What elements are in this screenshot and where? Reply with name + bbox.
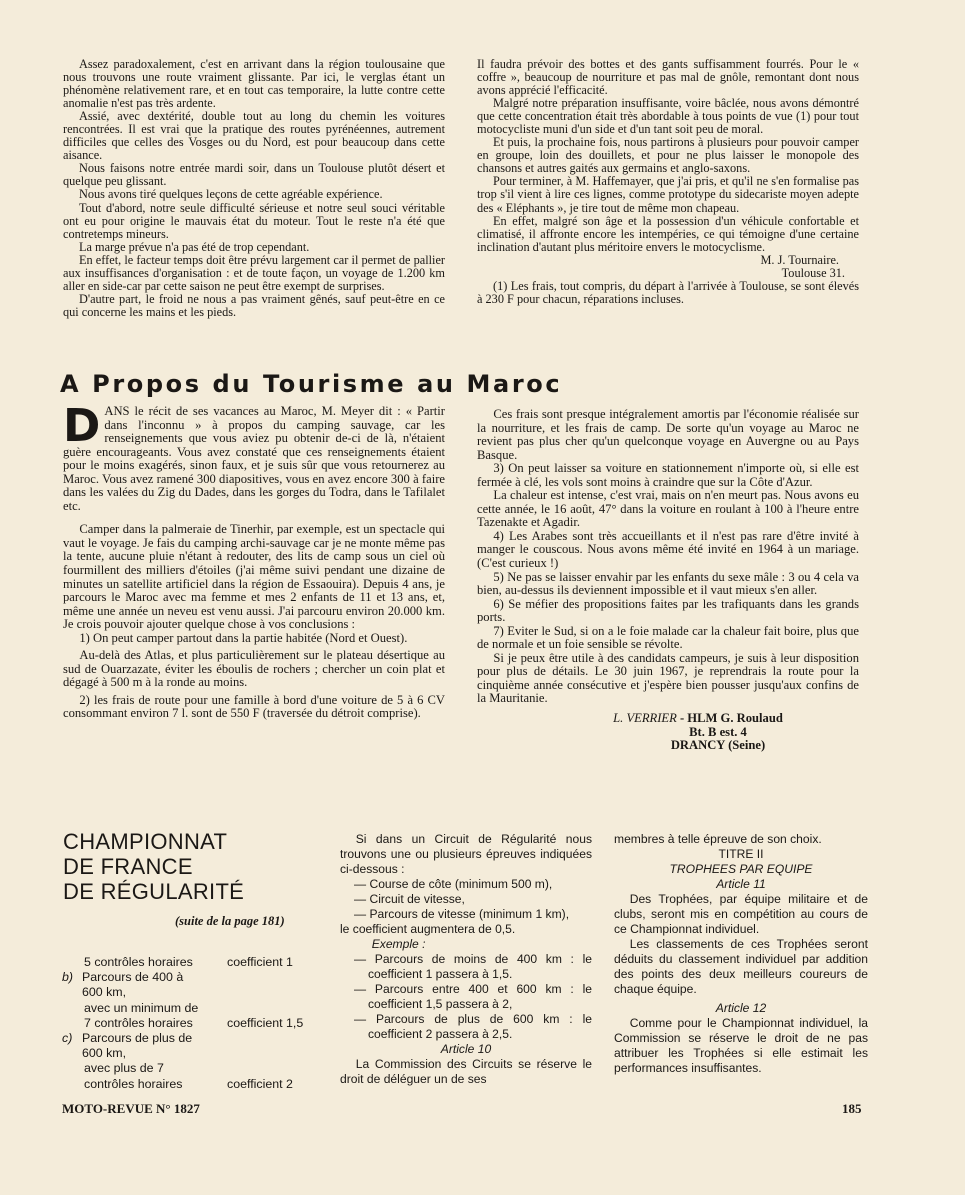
maroc-left-column [63, 399, 445, 721]
paragraph: En effet, le facteur temps doit être prévu largement car il permet de pallier aux insuffisances d'organisation : et de toute façon, un voyage de 1.200 km aller en side-car par cette saison ne peut être exempt de surprises. [63, 252, 445, 293]
paragraph: 4) Les Arabes sont très accueillants et il n'est pas rare d'être invité à manger le couscous. Nous avons même été invité en 1964 à un mariage. (C'est curieux !) [477, 528, 859, 571]
article-end-left-column [63, 58, 445, 319]
paragraph: Malgré notre préparation insuffisante, voire bâclée, nous avons démontré que cette concentration était très abordable à tous points de vue (1) pour tout motocycliste muni d'un side et d'un tant soit peu de moral. [477, 96, 859, 137]
paragraph: Nous faisons notre entrée mardi soir, dans un Toulouse plutôt désert et quelque peu glissant. [63, 161, 445, 189]
event-list [340, 877, 592, 922]
row-text: Parcours de plus de [82, 1030, 193, 1045]
table-row [62, 1077, 332, 1092]
row-coefficient: coefficient 1 [227, 955, 293, 969]
list-item: — Parcours de plus de 600 km : le coefficient 2 passera à 2,5. [354, 1012, 592, 1041]
paragraph: 7) Eviter le Sud, si on a le foie malade car la chaleur fait boire, plus que de normale et un foie sensible se révolte. [477, 623, 859, 652]
table-row [62, 1046, 332, 1061]
signature-name: M. J. Tournaire. [760, 252, 839, 267]
title-line: DE FRANCE [63, 854, 193, 879]
row-text: avec plus de 7 [84, 1061, 164, 1076]
article-heading: Article 11 [716, 877, 766, 891]
paragraph: Nous avons tiré quelques leçons de cette agréable expérience. [78, 187, 383, 202]
paragraph: le coefficient augmentera de 0,5. [340, 922, 516, 936]
paragraph: Des Trophées, par équipe militaire et de clubs, seront mis en compétition au cours de ce Championnat individuel. [614, 892, 868, 936]
paragraph: La chaleur est intense, c'est vrai, mais on n'en meurt pas. Nous avons eu cette année, le 16 août, 47° dans la voiture en roulant à 100 à l'heure entre Tazenakte et Agadir. [477, 488, 859, 530]
page-number: 185 [842, 1101, 862, 1116]
paragraph: En effet, malgré son âge et la possession d'un véhicule confortable et climatisé, il affronte encore les intempéries, ce qui témoigne d'une certaine inclination d'autant plus méritoire envers le motocyclisme. [477, 213, 859, 254]
paragraph: Il faudra prévoir des bottes et des gants suffisamment fourrés. Pour le « coffre », beaucoup de nourriture et pas mal de gnôle, remontant dont nous avons apprécié l'efficacité. [477, 57, 859, 98]
paragraph: 2) les frais de route pour une famille à bord d'une voiture de 5 à 6 CV consommant environ 7 l. sont de 550 F (traversée du détroit comprise). [63, 692, 445, 721]
paragraph: La marge prévue n'a pas été de trop cependant. [78, 239, 310, 254]
author-line [477, 712, 859, 726]
footnote: (1) Les frais, tout compris, du départ à l'arrivée à Toulouse, se sont élevés à 230 F pour chacun, réparations incluses. [477, 278, 859, 306]
first-paragraph-text: ANS le récit de ses vacances au Maroc, M. Meyer dit : « Partir dans l'inconnu » à propos du camping sauvage, car les renseignements que vous aviez pu obtenir de-ci de là, n'étaient guère encourageants. Vous avez constaté que ces renseignements étaient pour le moins exagérés, sinon faux, et je suis sûr que vous retournerez au Maroc. Vous avez ramené 300 diapositives, vous en avez encore 300 à faire dans les valées du Zig du Dades, dans les gorges du Todra, dans le Tafilalet etc. [63, 404, 445, 513]
row-coefficient: coefficient 2 [227, 1076, 293, 1091]
paragraph: Camper dans la palmeraie de Tinerhir, par exemple, est un spectacle qui vaut le voyage. Je fais du camping archi-sauvage car je ne monte même pas la tente, aucune pluie n'étant à redouter, des lits de camp sous un ciel où fourmillent des milliers d'étoiles (j'ai même suivi pendant une dizaine de minutes un satellite artificiel dans la région de Essaouira). Depuis 4 ans, je parcours le Maroc avec ma femme et mes 2 enfants de 11 et 13 ans, et, même une année un neveu est venu aussi. J'ai parcouru environ 20.000 km. Je crois pouvoir ajouter quelque chose à vos conclusions : [63, 522, 445, 632]
paragraph: Assié, avec dextérité, double tout au long du chemin les voitures rencontrées. Il est vrai que la pratique des routes pyrénéennes, autrement difficiles que celles des Vosges ou du Nord, est pour beaucoup dans cette aisance. [63, 109, 445, 163]
row-text: 5 contrôles horaires [84, 955, 193, 969]
article-heading: Article 10 [440, 1042, 492, 1056]
paragraph: Si dans un Circuit de Régularité nous trouvons une ou plusieurs épreuves indiquées ci-dessous : [340, 832, 592, 876]
article-headline: A Propos du Tourisme au Maroc [60, 370, 563, 398]
paragraph: Comme pour le Championnat individuel, la Commission se réserve le droit de ne pas attribuer les Trophées si elle estimait les performances insuffisantes. [614, 1016, 868, 1075]
championnat-right-column [614, 832, 868, 1076]
row-coefficient: coefficient 1,5 [227, 1015, 304, 1030]
paragraph: 6) Se méfier des propositions faites par les trafiquants dans les grands ports. [477, 596, 859, 625]
continued-note: (suite de la page 181) [175, 914, 285, 928]
paragraph: Si je peux être utile à des candidats campeurs, je suis à leur disposition pour plus de détails. Le 30 juin 1967, je reprendrais la route pour la cinquième année consécutive et j'espère bien pousser jusqu'aux confins de la Mauritanie. [477, 650, 859, 706]
author-address-building: Bt. B est. 4 [689, 724, 747, 739]
paragraph: Les classements de ces Trophées seront déduits du classement individuel par addition des points des deux meilleurs coureurs de chaque équipe. [614, 937, 868, 996]
row-label: b) [62, 970, 74, 985]
author-address: - HLM G. Roulaud [676, 711, 783, 726]
first-paragraph [63, 399, 445, 513]
table-row [62, 970, 332, 985]
coefficient-table [62, 955, 332, 1092]
example-list [340, 952, 592, 1042]
table-row [62, 1031, 332, 1046]
championnat-middle-column [340, 832, 592, 1087]
article-heading: Article 12 [715, 1001, 767, 1015]
championnat-title [63, 829, 244, 904]
paragraph: 5) Ne pas se laisser envahir par les enfants du sexe mâle : 3 ou 4 cela va bien, au-dessus ils deviennent impossible et il vaut mieux s'en aller. [477, 569, 859, 598]
article-end-right-column [477, 58, 859, 306]
paragraph: D'autre part, le froid ne nous a pas vraiment gênés, sauf peut-être en ce qui concerne les mains et les pieds. [63, 291, 445, 319]
row-text: contrôles horaires [84, 1076, 183, 1091]
paragraph: Au-delà des Atlas, et plus particulièrement sur le plateau désertique au sud de Ouarzazate, éviter les éboulis de rochers ; chercher un coin plat et dégagé à 500 m à la ronde au moins. [63, 648, 445, 690]
drop-cap: D [63, 399, 101, 452]
table-row [62, 985, 332, 1000]
list-item: — Parcours de moins de 400 km : le coefficient 1 passera à 1,5. [354, 952, 592, 981]
author-name: L. VERRIER [613, 711, 677, 726]
maroc-right-column [477, 408, 859, 753]
paragraph: La Commission des Circuits se réserve le droit de déléguer un de ses [340, 1057, 592, 1086]
title-line: CHAMPIONNAT [63, 829, 228, 854]
row-text: 600 km, [82, 985, 127, 1000]
section-heading: TROPHEES PAR EQUIPE [669, 862, 813, 876]
table-row [62, 955, 332, 970]
paragraph: 1) On peut camper partout dans la partie habitée (Nord et Ouest). [79, 630, 408, 645]
title-heading: TITRE II [718, 847, 764, 861]
table-row [62, 1016, 332, 1031]
paragraph: Assez paradoxalement, c'est en arrivant dans la région toulousaine que nous trouvons une route vraiment glissante. Par ici, le verglas étant un phénomène relativement rare, et en tout cas temporaire, la lutte contre cette anomalie n'est pas très ardente. [63, 57, 445, 111]
list-item: — Parcours de vitesse (minimum 1 km), [354, 907, 570, 921]
title-line: DE RÉGULARITÉ [63, 879, 245, 904]
table-row [62, 1001, 332, 1016]
row-label: c) [62, 1030, 73, 1045]
paragraph: 3) On peut laisser sa voiture en stationnement n'importe où, si elle est fermée à clé, les vols sont moins à craindre que sur la Côte d'Azur. [477, 461, 859, 489]
row-text: 7 contrôles horaires [84, 1015, 193, 1030]
signature-place: Toulouse 31. [781, 265, 845, 280]
example-heading: Exemple : [371, 937, 426, 951]
author-address-city: DRANCY (Seine) [670, 738, 766, 753]
row-text: Parcours de 400 à [82, 970, 184, 985]
paragraph: membres à telle épreuve de son choix. [614, 832, 822, 846]
magazine-issue: MOTO-REVUE N° 1827 [62, 1101, 200, 1116]
list-item: — Circuit de vitesse, [354, 892, 465, 906]
paragraph: Tout d'abord, notre seule difficulté sérieuse et notre seul souci véritable ont eu pour origine le mauvais état du moteur. Tout le reste n'a été que contretemps mineurs. [63, 200, 445, 241]
list-item: — Parcours entre 400 et 600 km : le coefficient 1,5 passera à 2, [354, 982, 592, 1011]
paragraph: Pour terminer, à M. Haffemayer, que j'ai pris, et qu'il ne s'en formalise pas trop s'il vient à lire ces lignes, comme prototype du sidecariste moyen adepte des « Eléphants », je tire tout de même mon chapeau. [477, 174, 859, 215]
row-text: 600 km, [82, 1046, 127, 1061]
paragraph: Ces frais sont presque intégralement amortis par l'économie réalisée sur la nourriture, et les frais de camp. De sorte qu'un voyage au Maroc ne revient pas plus cher qu'un quelconque voyage en Auvergne ou au Pays Basque. [477, 407, 859, 462]
row-text: avec un minimum de [84, 1000, 199, 1015]
table-row [62, 1061, 332, 1076]
list-item: — Course de côte (minimum 500 m), [354, 877, 553, 891]
paragraph: Et puis, la prochaine fois, nous partirons à plusieurs pour pouvoir camper en groupe, loin des douillets, et pour ne plus laisser le monopole des chansons et autres gaités aux germains et anglo-saxons. [477, 135, 859, 176]
